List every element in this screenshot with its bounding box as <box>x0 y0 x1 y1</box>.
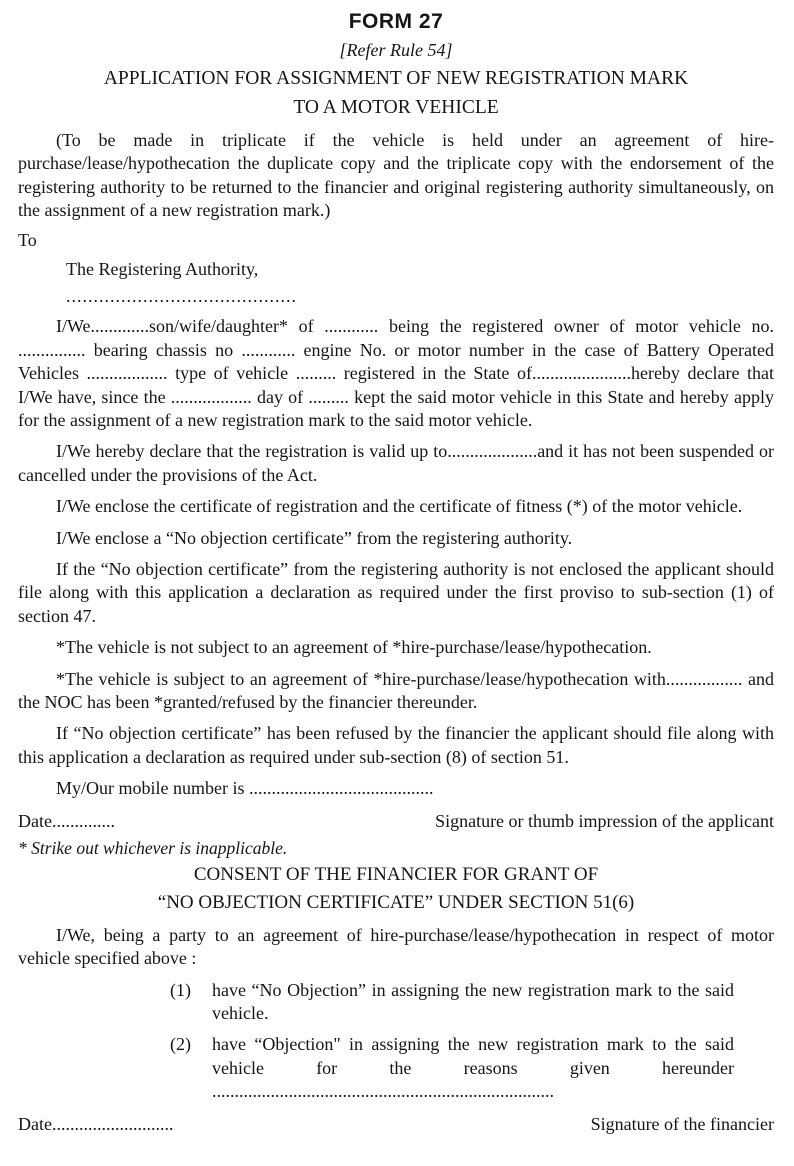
form-title-line1: APPLICATION FOR ASSIGNMENT OF NEW REGISTRATION MARK <box>103 68 689 89</box>
applicant-signature-row <box>18 811 774 832</box>
consent-item-no-objection <box>170 979 734 1026</box>
consent-item-number: (2) <box>170 1034 191 1055</box>
consent-heading-line1: CONSENT OF THE FINANCIER FOR GRANT OF <box>193 863 599 885</box>
paragraph-enclose-noc: I/We enclose a “No objection certificate” from the registering authority. <box>56 527 573 548</box>
consent-item-text: have “Objection" in assigning the new registration mark to the said vehicle for the reasons given hereunder ............................................................................ <box>212 1034 734 1102</box>
paragraph-owner-declaration: I/We.............son/wife/daughter* of ............ being the registered owner of motor vehicle no. ............... bearing chassis no ............ engine No. or motor number in the case of Battery Operated Vehicles .................. type of vehicle ......... registered in the State of......................hereby declare that I/We have, since the .................. day of ......... kept the said motor vehicle in this State and hereby apply for the assignment of a new registration mark to the said motor vehicle. <box>18 316 774 431</box>
paragraph-registration-valid: I/We hereby declare that the registration is valid up to....................and it has not been suspended or cancelled under the provisions of the Act. <box>18 441 774 485</box>
consent-intro: I/We, being a party to an agreement of hire-purchase/lease/hypothecation in respect of motor vehicle specified above : <box>18 924 774 969</box>
applicant-signature-label: Signature or thumb impression of the applicant <box>435 810 774 831</box>
paragraph-noc-refused: If “No objection certificate” has been refused by the financier the applicant should file along with this application a declaration as required under sub-section (8) of section 51. <box>18 723 774 767</box>
paragraph-noc-not-enclosed: If the “No objection certificate” from the registering authority is not enclosed the applicant should file along with this application a declaration as required under the first proviso to sub-section (1) of section 47. <box>18 558 774 626</box>
to-label: To <box>18 230 37 251</box>
form-title-line2: TO A MOTOR VEHICLE <box>293 96 499 118</box>
triplicate-note: (To be made in triplicate if the vehicle is held under an agreement of hire-purchase/lease/hypothecation the duplicate copy and the triplicate copy with the endorsement of the registering authority to be returned to the financier and original registering authority simultaneously, on the assignment of a new registration mark.) <box>18 129 774 221</box>
paragraph-mobile-number: My/Our mobile number is ......................................... <box>56 778 434 799</box>
applicant-date-blank: Date.............. <box>18 810 115 831</box>
paragraph-not-subject-agreement: *The vehicle is not subject to an agreement of *hire-purchase/lease/hypothecation. <box>56 637 652 658</box>
financier-date-blank: Date........................... <box>18 1113 174 1134</box>
addressee-blank-line: .......................................... <box>66 286 297 307</box>
consent-items <box>18 979 774 1104</box>
rule-reference: [Refer Rule 54] <box>339 40 453 60</box>
consent-heading-line2: “NO OBJECTION CERTIFICATE” UNDER SECTION 51(6) <box>157 892 635 914</box>
paragraph-subject-agreement: *The vehicle is subject to an agreement of *hire-purchase/lease/hypothecation with................. and the NOC has been *granted/refused by the financier thereunder. <box>18 668 774 712</box>
consent-item-number: (1) <box>170 979 191 1000</box>
consent-item-objection <box>170 1033 734 1103</box>
paragraph-enclose-certificates: I/We enclose the certificate of registration and the certificate of fitness (*) of the motor vehicle. <box>56 496 743 517</box>
addressee: The Registering Authority, <box>66 259 259 280</box>
financier-signature-row <box>18 1114 774 1135</box>
form-number: FORM 27 <box>348 10 444 33</box>
consent-item-text: have “No Objection” in assigning the new registration mark to the said vehicle. <box>212 979 734 1024</box>
strike-out-footnote: * Strike out whichever is inapplicable. <box>18 837 288 858</box>
financier-signature-label: Signature of the financier <box>590 1113 774 1134</box>
